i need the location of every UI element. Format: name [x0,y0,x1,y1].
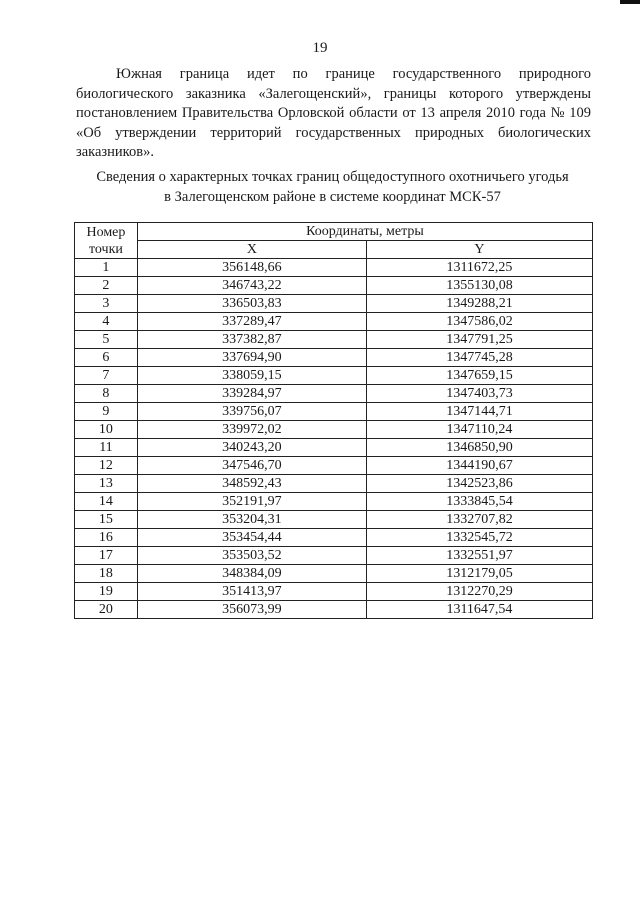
table-row [75,277,593,295]
table-row [75,421,593,439]
table-row [75,349,593,367]
x-coordinate-cell: 353204,31 [137,511,366,529]
table-row [75,529,593,547]
table-row [75,385,593,403]
coordinates-table [74,222,593,619]
x-coordinate-cell: 356073,99 [137,601,366,619]
x-coordinate-cell: 348592,43 [137,475,366,493]
body-paragraph: Южная граница идет по границе государственного природного биологического заказника «Залегощенский», границы которого утверждены постановлением Правительства Орловской области от 13 апреля 2010 года № 109 «Об утверждении территорий государственных природных биологических заказников». [76,66,591,161]
scan-edge-mark [620,0,640,4]
header-coordinates: Координаты, метры [137,223,592,241]
point-number-cell: 15 [75,511,138,529]
point-number-cell: 9 [75,403,138,421]
point-number-cell: 8 [75,385,138,403]
x-coordinate-cell: 337694,90 [137,349,366,367]
table-row [75,295,593,313]
x-coordinate-cell: 337382,87 [137,331,366,349]
y-coordinate-cell: 1355130,08 [366,277,592,295]
x-coordinate-cell: 339972,02 [137,421,366,439]
header-x: X [137,241,366,259]
header-point-number [75,223,138,259]
point-number-cell: 1 [75,259,138,277]
table-row [75,475,593,493]
point-number-cell: 7 [75,367,138,385]
y-coordinate-cell: 1347403,73 [366,385,592,403]
x-coordinate-cell: 351413,97 [137,583,366,601]
point-number-cell: 11 [75,439,138,457]
table-row [75,493,593,511]
table-caption-line-1: Сведения о характерных точках границ общедоступного охотничьего угодья [96,169,569,185]
y-coordinate-cell: 1347110,24 [366,421,592,439]
x-coordinate-cell: 339284,97 [137,385,366,403]
y-coordinate-cell: 1344190,67 [366,457,592,475]
table-caption-line-2: в Залегощенском районе в системе координат МСК-57 [164,188,501,205]
y-coordinate-cell: 1332707,82 [366,511,592,529]
table-row [75,601,593,619]
y-coordinate-cell: 1347659,15 [366,367,592,385]
table-row [75,367,593,385]
table-row [75,565,593,583]
table-row [75,331,593,349]
point-number-cell: 12 [75,457,138,475]
point-number-cell: 16 [75,529,138,547]
point-number-cell: 4 [75,313,138,331]
point-number-cell: 13 [75,475,138,493]
x-coordinate-cell: 339756,07 [137,403,366,421]
x-coordinate-cell: 338059,15 [137,367,366,385]
table-row [75,583,593,601]
point-number-cell: 17 [75,547,138,565]
table-row [75,313,593,331]
point-number-cell: 2 [75,277,138,295]
table-row [75,457,593,475]
y-coordinate-cell: 1332545,72 [366,529,592,547]
point-number-cell: 6 [75,349,138,367]
table-row [75,439,593,457]
y-coordinate-cell: 1312270,29 [366,583,592,601]
y-coordinate-cell: 1349288,21 [366,295,592,313]
x-coordinate-cell: 356148,66 [137,259,366,277]
point-number-cell: 18 [75,565,138,583]
x-coordinate-cell: 352191,97 [137,493,366,511]
x-coordinate-cell: 337289,47 [137,313,366,331]
y-coordinate-cell: 1332551,97 [366,547,592,565]
table-row [75,511,593,529]
y-coordinate-cell: 1347745,28 [366,349,592,367]
x-coordinate-cell: 353503,52 [137,547,366,565]
table-row [75,403,593,421]
header-point-number-line-2: точки [88,241,123,257]
x-coordinate-cell: 340243,20 [137,439,366,457]
y-coordinate-cell: 1333845,54 [366,493,592,511]
y-coordinate-cell: 1311647,54 [366,601,592,619]
point-number-cell: 19 [75,583,138,601]
y-coordinate-cell: 1346850,90 [366,439,592,457]
point-number-cell: 14 [75,493,138,511]
point-number-cell: 5 [75,331,138,349]
y-coordinate-cell: 1342523,86 [366,475,592,493]
header-point-number-line-1: Номер [86,224,126,240]
coordinates-table-body [75,259,593,619]
point-number-cell: 10 [75,421,138,439]
y-coordinate-cell: 1347791,25 [366,331,592,349]
y-coordinate-cell: 1347144,71 [366,403,592,421]
x-coordinate-cell: 347546,70 [137,457,366,475]
x-coordinate-cell: 336503,83 [137,295,366,313]
point-number-cell: 20 [75,601,138,619]
table-caption [60,168,605,207]
table-row [75,547,593,565]
x-coordinate-cell: 346743,22 [137,277,366,295]
y-coordinate-cell: 1312179,05 [366,565,592,583]
page-number: 19 [312,40,328,56]
point-number-cell: 3 [75,295,138,313]
y-coordinate-cell: 1347586,02 [366,313,592,331]
table-row [75,259,593,277]
y-coordinate-cell: 1311672,25 [366,259,592,277]
header-y: Y [366,241,592,259]
x-coordinate-cell: 348384,09 [137,565,366,583]
x-coordinate-cell: 353454,44 [137,529,366,547]
